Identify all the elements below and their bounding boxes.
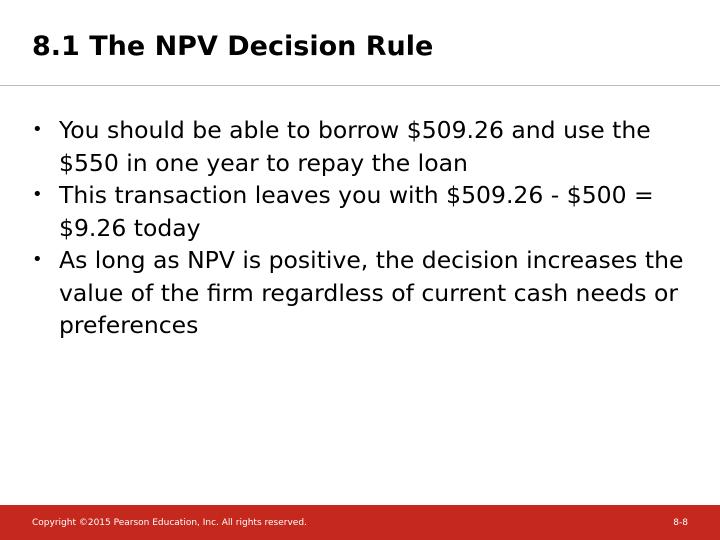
bullet-dot-icon: •	[32, 184, 43, 205]
footer-copyright: Copyright ©2015 Pearson Education, Inc. All rights reserved.	[32, 518, 307, 528]
footer-bar	[0, 505, 720, 540]
bullet-item	[32, 244, 702, 342]
bullet-text: This transaction leaves you with $509.26 - $500 = $9.26 today	[59, 181, 654, 242]
bullet-text: You should be able to borrow $509.26 and use the $550 in one year to repay the loan	[59, 116, 651, 177]
bullet-dot-icon: •	[32, 249, 43, 270]
bullet-list	[32, 114, 702, 342]
bullet-item	[32, 179, 702, 244]
bullet-item	[32, 114, 702, 179]
slide-title: 8.1 The NPV Decision Rule	[32, 31, 434, 62]
page-number: 8-8	[673, 518, 688, 528]
bullet-dot-icon: •	[32, 119, 43, 140]
title-divider	[0, 85, 720, 86]
bullet-text: As long as NPV is positive, the decision increases the value of the firm regardless of current cash needs or preferences	[59, 246, 684, 339]
